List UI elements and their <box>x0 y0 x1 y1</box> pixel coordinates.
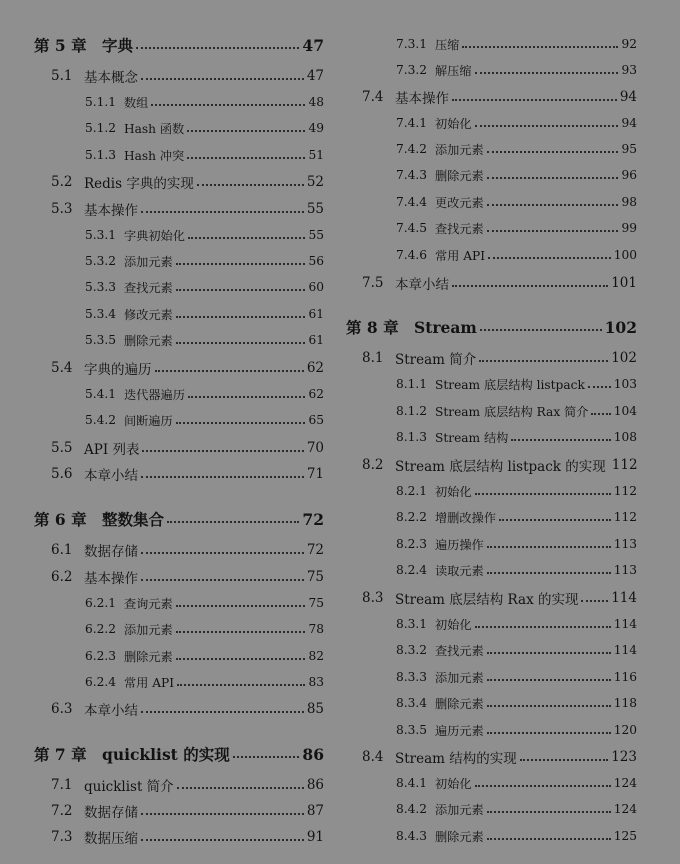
subsection-title: 查询元素 <box>124 596 173 611</box>
subsection-title: Stream 底层结构 listpack <box>435 377 585 392</box>
subsection-number: 8.3.1 <box>396 617 428 631</box>
subsection-title: 解压缩 <box>435 63 472 78</box>
subsection-number: 8.2.4 <box>396 563 428 577</box>
chapter-title: 整数集合 <box>102 510 165 529</box>
page-number: 61 <box>308 333 324 347</box>
toc-entry-subsection <box>340 400 680 422</box>
dot-leader <box>581 599 608 602</box>
section-title: 基本概念 <box>84 70 138 86</box>
toc-entry-section <box>0 566 340 588</box>
page-number: 65 <box>308 413 324 427</box>
page-number: 78 <box>308 622 324 636</box>
page-number: 114 <box>613 643 637 657</box>
subsection-number: 8.1.2 <box>396 404 428 418</box>
subsection-title: 初始化 <box>435 776 472 791</box>
subsection-number: 7.4.1 <box>396 116 428 130</box>
section-title: Stream 简介 <box>395 352 477 368</box>
page-number: 55 <box>306 201 324 217</box>
page-number: 86 <box>306 777 324 793</box>
section-number: 5.3 <box>51 201 73 217</box>
section-number: 8.3 <box>362 590 384 606</box>
subsection-number: 8.3.2 <box>396 643 428 657</box>
section-title: 本章小结 <box>395 277 449 293</box>
toc-entry-section <box>0 198 340 220</box>
toc-entry-chapter <box>340 316 680 338</box>
dot-leader <box>487 176 619 179</box>
dot-leader <box>475 784 611 787</box>
section-number: 5.5 <box>51 440 73 456</box>
dot-leader <box>452 284 608 287</box>
dot-leader <box>155 369 304 372</box>
dot-leader <box>487 545 611 548</box>
dot-leader <box>142 449 303 452</box>
subsection-title: Hash 函数 <box>124 121 185 136</box>
subsection-number: 7.4.2 <box>396 142 428 156</box>
dot-leader <box>462 45 618 48</box>
toc-entry-subsection <box>340 533 680 555</box>
dot-leader <box>177 786 304 789</box>
toc-entry-subsection <box>0 303 340 325</box>
toc-entry-section <box>0 437 340 459</box>
toc-entry-subsection <box>340 719 680 741</box>
toc-entry-subsection <box>340 772 680 794</box>
dot-leader <box>141 77 304 80</box>
dot-leader <box>233 755 300 758</box>
subsection-number: 8.2.1 <box>396 484 428 498</box>
toc-entry-section <box>0 774 340 796</box>
chapter-number: 第 5 章 <box>34 36 87 55</box>
page-number: 123 <box>611 749 637 765</box>
toc-entry-subsection <box>0 224 340 246</box>
page-number: 87 <box>306 803 324 819</box>
page-number: 102 <box>611 350 637 366</box>
subsection-number: 8.3.4 <box>396 696 428 710</box>
page-number: 75 <box>308 596 324 610</box>
section-title: 本章小结 <box>84 703 138 719</box>
section-title: 基本操作 <box>84 571 138 587</box>
page-number: 112 <box>613 510 637 524</box>
toc-entry-subsection <box>340 692 680 714</box>
toc-entry-subsection <box>0 671 340 693</box>
subsection-number: 5.1.3 <box>85 148 117 162</box>
toc-entry-section <box>340 454 680 476</box>
toc-entry-subsection <box>0 383 340 405</box>
toc-entry-section <box>0 800 340 822</box>
subsection-number: 5.1.2 <box>85 121 117 135</box>
dot-leader <box>141 812 304 815</box>
subsection-title: 初始化 <box>435 617 472 632</box>
subsection-title: Stream 底层结构 Rax 简介 <box>435 404 589 419</box>
subsection-title: 添加元素 <box>124 622 173 637</box>
subsection-number: 8.1.1 <box>396 377 428 391</box>
toc-entry-subsection <box>0 592 340 614</box>
section-title: 数据存储 <box>84 544 138 560</box>
dot-leader <box>487 150 619 153</box>
subsection-number: 8.3.5 <box>396 723 428 737</box>
subsection-title: 间断遍历 <box>124 413 173 428</box>
section-number: 7.3 <box>51 829 73 845</box>
subsection-title: 删除元素 <box>435 696 484 711</box>
subsection-title: 压缩 <box>435 37 460 52</box>
dot-leader <box>176 288 306 291</box>
subsection-title: 删除元素 <box>124 649 173 664</box>
subsection-title: 更改元素 <box>435 195 484 210</box>
toc-entry-section <box>340 587 680 609</box>
toc-entry-subsection <box>0 91 340 113</box>
dot-leader <box>588 385 611 388</box>
section-title: API 列表 <box>84 442 140 458</box>
toc-entry-chapter <box>0 34 340 56</box>
toc-entry-section <box>340 272 680 294</box>
dot-leader <box>187 156 305 159</box>
toc-entry-subsection <box>340 825 680 847</box>
section-title: 数据存储 <box>84 805 138 821</box>
toc-entry-subsection <box>0 250 340 272</box>
subsection-number: 5.3.5 <box>85 333 117 347</box>
subsection-title: 字典初始化 <box>124 228 185 243</box>
dot-leader <box>520 758 608 761</box>
page-number: 112 <box>611 457 638 473</box>
toc-entry-subsection <box>340 480 680 502</box>
chapter-title: Stream <box>414 317 477 337</box>
toc-entry-subsection <box>340 191 680 213</box>
subsection-title: 遍历操作 <box>435 537 484 552</box>
page-number: 124 <box>613 776 637 790</box>
subsection-number: 5.3.1 <box>85 228 117 242</box>
dot-leader <box>511 438 610 441</box>
dot-leader <box>475 124 619 127</box>
subsection-number: 6.2.1 <box>85 596 117 610</box>
subsection-title: 删除元素 <box>435 168 484 183</box>
toc-entry-subsection <box>0 329 340 351</box>
dot-leader <box>141 838 304 841</box>
dot-leader <box>487 678 611 681</box>
dot-leader <box>488 256 611 259</box>
toc-entry-section <box>340 746 680 768</box>
subsection-number: 8.4.3 <box>396 829 428 843</box>
subsection-title: Hash 冲突 <box>124 148 185 163</box>
subsection-title: 添加元素 <box>435 802 484 817</box>
dot-leader <box>591 412 610 415</box>
dot-leader <box>475 71 619 74</box>
page-number: 114 <box>613 617 637 631</box>
toc-entry-subsection <box>0 144 340 166</box>
dot-leader <box>176 262 306 265</box>
section-number: 5.4 <box>51 360 73 376</box>
dot-leader <box>136 46 299 49</box>
page-number: 51 <box>308 148 324 162</box>
toc-entry-subsection <box>340 112 680 134</box>
toc-entry-subsection <box>0 645 340 667</box>
subsection-number: 8.1.3 <box>396 430 428 444</box>
toc-entry-subsection <box>340 138 680 160</box>
dot-leader <box>487 704 611 707</box>
section-number: 7.5 <box>362 275 384 291</box>
dot-leader <box>487 229 619 232</box>
page-number: 52 <box>306 174 324 190</box>
subsection-title: 添加元素 <box>124 254 173 269</box>
toc-entry-subsection <box>0 276 340 298</box>
page-number: 47 <box>306 68 324 84</box>
section-number: 7.1 <box>51 777 73 793</box>
page-number: 71 <box>306 466 324 482</box>
dot-leader <box>487 651 611 654</box>
toc-entry-subsection <box>0 117 340 139</box>
page-number: 56 <box>308 254 324 268</box>
page-number: 83 <box>308 675 324 689</box>
subsection-title: 常用 API <box>435 248 486 263</box>
toc-entry-section <box>0 65 340 87</box>
page-number: 108 <box>613 430 637 444</box>
toc-entry-subsection <box>340 217 680 239</box>
subsection-number: 8.2.2 <box>396 510 428 524</box>
toc-entry-section <box>0 171 340 193</box>
subsection-title: 添加元素 <box>435 142 484 157</box>
toc-entry-section <box>0 826 340 848</box>
page-number: 60 <box>308 280 324 294</box>
page-number: 49 <box>308 121 324 135</box>
toc-entry-subsection <box>340 798 680 820</box>
toc-entry-subsection <box>340 373 680 395</box>
subsection-title: 数组 <box>124 95 149 110</box>
page-number: 70 <box>306 440 324 456</box>
dot-leader <box>176 341 306 344</box>
dot-leader <box>141 710 304 713</box>
subsection-title: 遍历元素 <box>435 723 484 738</box>
page-number: 62 <box>308 387 324 401</box>
subsection-number: 7.4.6 <box>396 248 428 262</box>
subsection-number: 7.4.3 <box>396 168 428 182</box>
dot-leader <box>167 520 299 523</box>
subsection-title: 查找元素 <box>435 643 484 658</box>
page-number: 72 <box>306 542 324 558</box>
page-number: 62 <box>306 360 324 376</box>
section-number: 7.2 <box>51 803 73 819</box>
toc-entry-subsection <box>340 426 680 448</box>
subsection-number: 5.1.1 <box>85 95 117 109</box>
dot-leader <box>151 103 305 106</box>
page-number: 91 <box>306 829 324 845</box>
section-number: 5.2 <box>51 174 73 190</box>
dot-leader <box>176 421 306 424</box>
subsection-number: 8.2.3 <box>396 537 428 551</box>
subsection-number: 5.4.1 <box>85 387 117 401</box>
chapter-number: 第 6 章 <box>34 510 87 529</box>
toc-entry-section <box>0 539 340 561</box>
page-number: 104 <box>613 404 637 418</box>
subsection-title: 初始化 <box>435 116 472 131</box>
dot-leader <box>487 731 611 734</box>
dot-leader <box>188 395 306 398</box>
page-number: 55 <box>308 228 324 242</box>
section-title: Stream 结构的实现 <box>395 751 517 767</box>
subsection-title: 初始化 <box>435 484 472 499</box>
page-number: 98 <box>621 195 637 209</box>
toc-entry-subsection <box>0 618 340 640</box>
toc-entry-subsection <box>340 666 680 688</box>
page-number: 124 <box>613 802 637 816</box>
section-number: 5.1 <box>51 68 73 84</box>
subsection-number: 7.4.4 <box>396 195 428 209</box>
subsection-title: 删除元素 <box>124 333 173 348</box>
toc-entry-subsection <box>0 409 340 431</box>
dot-leader <box>499 518 611 521</box>
dot-leader <box>176 604 306 607</box>
page-number: 125 <box>613 829 637 843</box>
toc-entry-subsection <box>340 506 680 528</box>
toc-entry-chapter <box>0 508 340 530</box>
section-number: 7.4 <box>362 89 384 105</box>
toc-entry-section <box>340 347 680 369</box>
dot-leader <box>176 657 306 660</box>
toc-entry-section <box>0 357 340 379</box>
page-number: 47 <box>302 35 324 55</box>
section-title: Redis 字典的实现 <box>84 176 194 192</box>
page-number: 96 <box>621 168 637 182</box>
page-number: 114 <box>611 590 637 606</box>
page-number: 103 <box>613 377 637 391</box>
dot-leader <box>452 98 617 101</box>
page-number: 102 <box>604 317 637 337</box>
toc-entry-section <box>0 463 340 485</box>
dot-leader <box>176 315 306 318</box>
section-number: 6.1 <box>51 542 73 558</box>
section-title: 本章小结 <box>84 468 138 484</box>
subsection-number: 7.3.2 <box>396 63 428 77</box>
subsection-number: 8.3.3 <box>396 670 428 684</box>
page-number: 61 <box>308 307 324 321</box>
subsection-number: 7.4.5 <box>396 221 428 235</box>
subsection-title: 删除元素 <box>435 829 484 844</box>
dot-leader <box>187 129 305 132</box>
page-number: 92 <box>621 37 637 51</box>
page-number: 113 <box>613 563 637 577</box>
section-number: 5.6 <box>51 466 73 482</box>
page-number: 113 <box>613 537 637 551</box>
page-number: 101 <box>611 275 637 291</box>
page-number: 116 <box>613 670 637 684</box>
section-title: 字典的遍历 <box>84 362 152 378</box>
page-number: 95 <box>621 142 637 156</box>
page-number: 118 <box>613 696 637 710</box>
page-number: 94 <box>619 89 637 105</box>
subsection-number: 5.3.3 <box>85 280 117 294</box>
section-title: quicklist 简介 <box>84 779 174 795</box>
page-number: 100 <box>613 248 637 262</box>
subsection-title: 查找元素 <box>124 280 173 295</box>
section-number: 8.4 <box>362 749 384 765</box>
dot-leader <box>141 578 304 581</box>
page-number: 94 <box>621 116 637 130</box>
section-number: 8.2 <box>362 457 384 473</box>
chapter-number: 第 7 章 <box>34 745 87 764</box>
subsection-title: 添加元素 <box>435 670 484 685</box>
subsection-number: 5.4.2 <box>85 413 117 427</box>
page-number: 82 <box>308 649 324 663</box>
dot-leader <box>487 571 611 574</box>
subsection-number: 6.2.2 <box>85 622 117 636</box>
section-title: Stream 底层结构 Rax 的实现 <box>395 592 579 608</box>
page-number: 99 <box>621 221 637 235</box>
section-title: 数据压缩 <box>84 831 138 847</box>
subsection-title: 常用 API <box>124 675 175 690</box>
dot-leader <box>141 475 304 478</box>
subsection-number: 5.3.4 <box>85 307 117 321</box>
subsection-number: 6.2.4 <box>85 675 117 689</box>
dot-leader <box>487 810 611 813</box>
dot-leader <box>197 183 304 186</box>
section-number: 6.3 <box>51 701 73 717</box>
dot-leader <box>141 551 304 554</box>
subsection-title: 修改元素 <box>124 307 173 322</box>
page-number: 48 <box>308 95 324 109</box>
dot-leader <box>487 837 611 840</box>
chapter-title: quicklist 的实现 <box>102 745 230 764</box>
toc-entry-section <box>0 698 340 720</box>
dot-leader <box>176 630 306 633</box>
dot-leader <box>487 203 619 206</box>
chapter-title: 字典 <box>102 36 134 55</box>
subsection-title: 迭代器遍历 <box>124 387 185 402</box>
dot-leader <box>479 359 608 362</box>
dot-leader <box>141 210 304 213</box>
subsection-number: 6.2.3 <box>85 649 117 663</box>
page-number: 86 <box>302 744 324 764</box>
page-number: 72 <box>302 509 324 529</box>
subsection-title: Stream 结构 <box>435 430 509 445</box>
dot-leader <box>475 492 611 495</box>
section-number: 8.1 <box>362 350 384 366</box>
toc-entry-subsection <box>340 59 680 81</box>
section-title: 基本操作 <box>84 203 138 219</box>
dot-leader <box>480 328 602 331</box>
toc-entry-subsection <box>340 613 680 635</box>
toc-entry-chapter <box>0 743 340 765</box>
page-number: 75 <box>306 569 324 585</box>
dot-leader <box>188 236 306 239</box>
toc-entry-subsection <box>340 244 680 266</box>
section-title: Stream 底层结构 listpack 的实现 <box>395 459 606 475</box>
toc-entry-subsection <box>340 559 680 581</box>
subsection-title: 读取元素 <box>435 563 484 578</box>
subsection-number: 8.4.1 <box>396 776 428 790</box>
page-number: 85 <box>306 701 324 717</box>
page-number: 112 <box>613 484 637 498</box>
chapter-number: 第 8 章 <box>346 318 399 337</box>
section-title: 基本操作 <box>395 91 449 107</box>
toc-entry-section <box>340 86 680 108</box>
page-number: 93 <box>621 63 637 77</box>
toc-entry-subsection <box>340 33 680 55</box>
toc-entry-subsection <box>340 639 680 661</box>
toc-entry-subsection <box>340 164 680 186</box>
subsection-title: 增删改操作 <box>435 510 496 525</box>
subsection-title: 查找元素 <box>435 221 484 236</box>
subsection-number: 7.3.1 <box>396 37 428 51</box>
subsection-number: 8.4.2 <box>396 802 428 816</box>
page-number: 120 <box>613 723 637 737</box>
dot-leader <box>177 683 305 686</box>
section-number: 6.2 <box>51 569 73 585</box>
dot-leader <box>475 625 611 628</box>
subsection-number: 5.3.2 <box>85 254 117 268</box>
